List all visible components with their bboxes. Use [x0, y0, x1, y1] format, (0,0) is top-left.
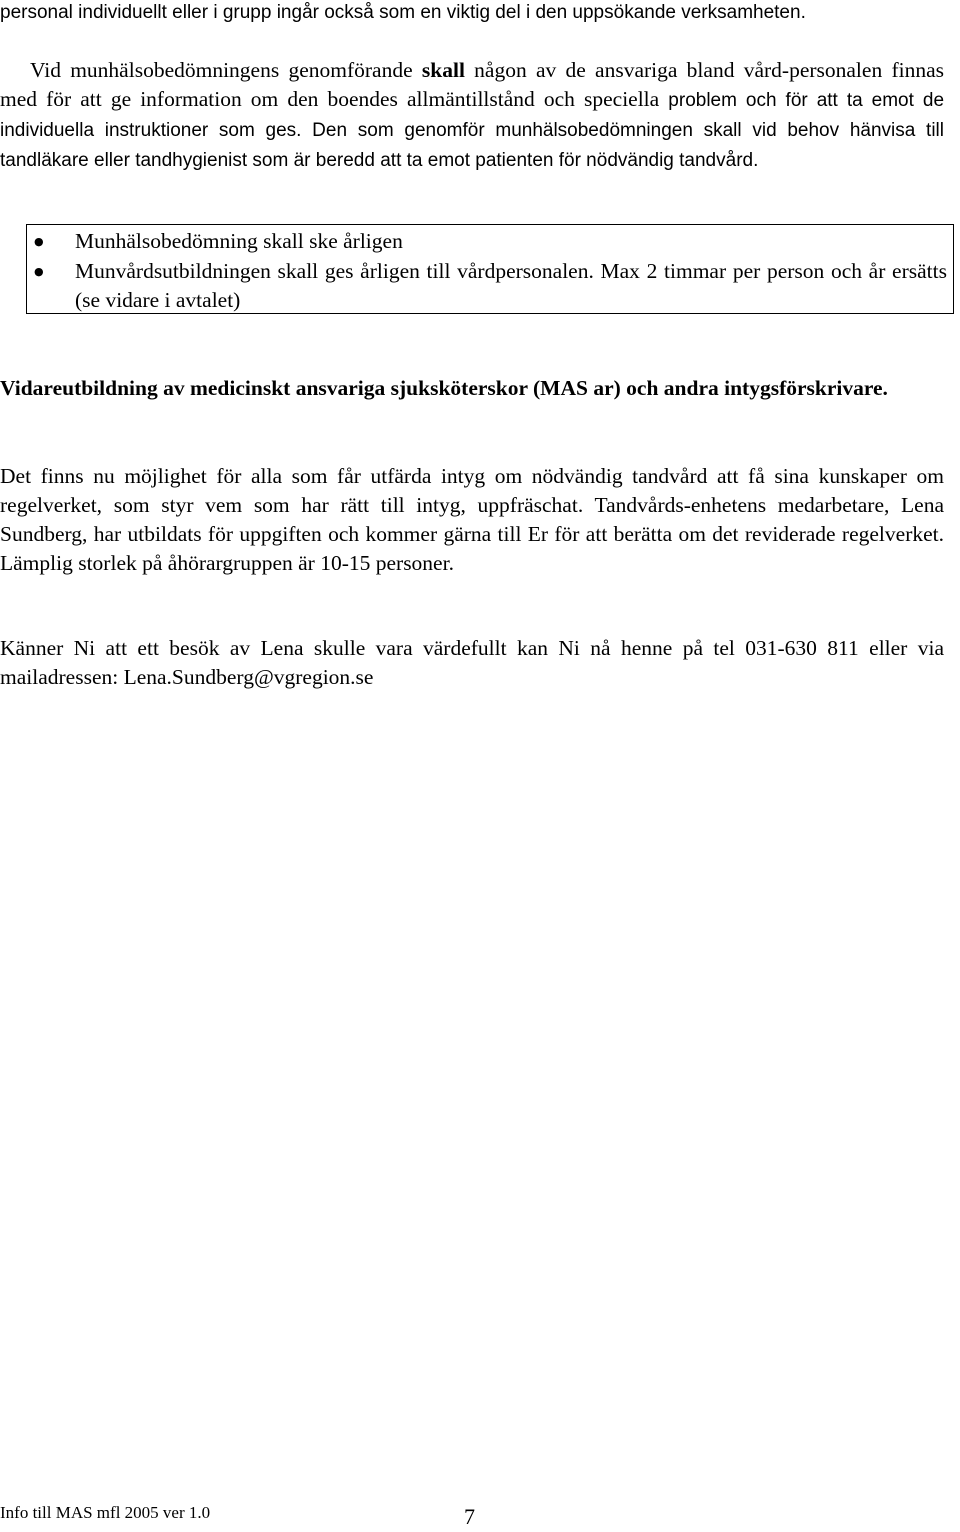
- intro-p2-part2: någon av de ansvariga bland vård-personalen finnas med för att ge information om den boendes allmäntillstånd och speciella: [0, 58, 944, 111]
- intro-p2-sans: problem och för att ta emot de individuella instruktioner som ges. Den som genomför munhälsobedömningen skall vid behov hänvisa till tandläkare eller tandhygienist som är beredd att ta emot patienten för nödvändig tandvård.: [0, 90, 945, 171]
- bullet-dot-icon: ●: [34, 265, 44, 278]
- intro-line-1: personal individuellt eller i grupp ingår också som en viktig del i den uppsökande verksamheten.: [0, 2, 806, 23]
- intro-paragraph-1: [0, 0, 944, 27]
- section-heading: Vidareutbildning av medicinskt ansvariga sjuksköterskor (MAS ar) och andra intygsförskrivare.: [0, 376, 888, 400]
- body-paragraph-2: Känner Ni att ett besök av Lena skulle vara värdefullt kan Ni nå henne på tel 031-630 811 eller via mailadressen: Lena.Sundberg@vgregion.se: [0, 636, 944, 689]
- footer-doc-info: Info till MAS mfl 2005 ver 1.0: [0, 1503, 211, 1522]
- intro-paragraph-2: [0, 56, 944, 175]
- intro-p2-part1: Vid munhälsobedömningens genomförande: [30, 58, 422, 82]
- bullet-box: [26, 224, 954, 314]
- intro-p2-bold: skall: [421, 58, 465, 82]
- bullet-dot-icon: ●: [34, 235, 44, 248]
- bullet-text-1: Munhälsobedömning skall ske årligen: [75, 229, 403, 253]
- body-paragraph-1: Det finns nu möjlighet för alla som får utfärda intyg om nödvändig tandvård att få sina kunskaper om regelverket, som styr vem som har rätt till intyg, uppfräschat. Tandvårds-enhetens medarbetare, Lena Sundberg, har utbildats för uppgiften och kommer gärna till Er för att berätta om det reviderade regelverket. Lämplig storlek på åhörargruppen är 10-15 personer.: [0, 464, 944, 575]
- bullet-text-2: Munvårdsutbildningen skall ges årligen till vårdpersonalen. Max 2 timmar per person och år ersätts (se vidare i avtalet): [75, 259, 947, 312]
- footer-page-number: 7: [464, 1504, 475, 1529]
